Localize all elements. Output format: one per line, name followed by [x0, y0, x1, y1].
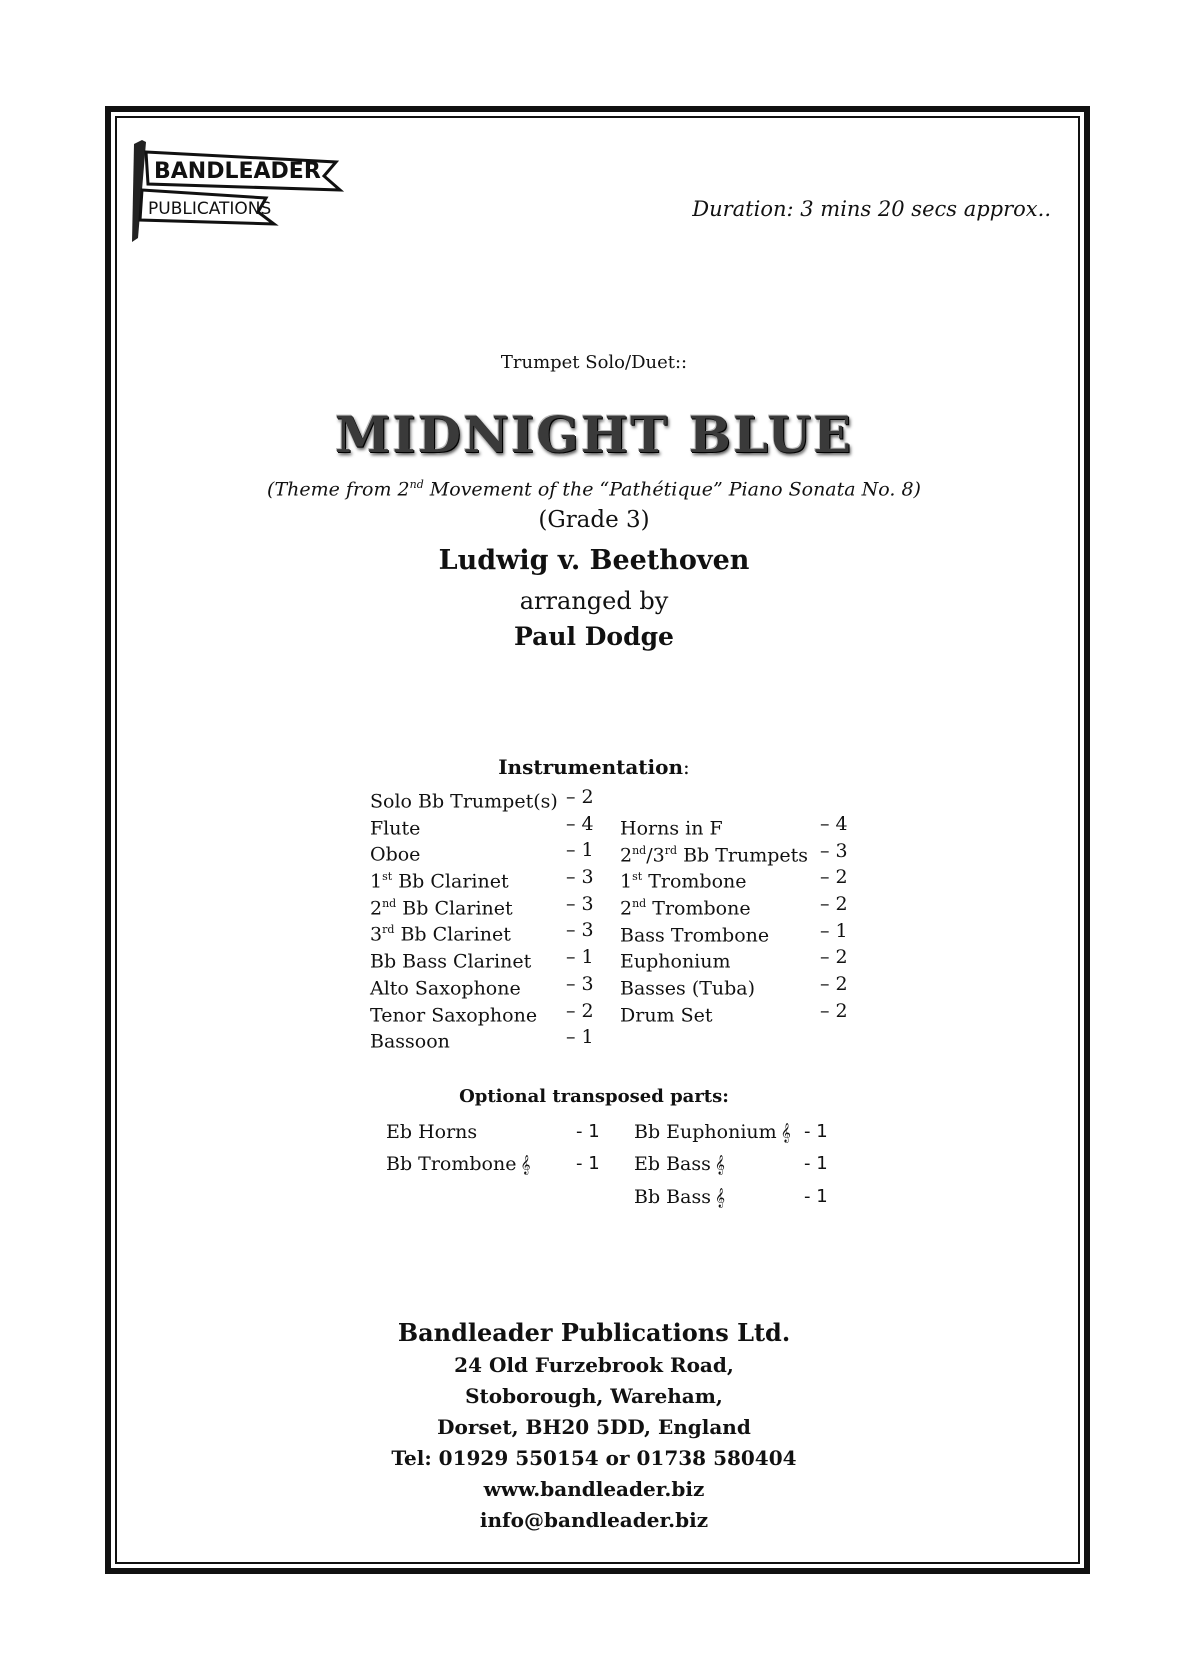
treble-clef-icon: 𝄞 — [520, 1155, 531, 1175]
list-item: 3rd Bb Clarinet – 3 — [370, 919, 594, 946]
address-line: Stoborough, Wareham, — [465, 1384, 723, 1408]
theme-line: (Theme from 2nd Movement of the “Pathétique” Piano Sonata No. 8) — [267, 478, 921, 501]
instrument-list-left — [370, 784, 594, 1053]
address-line: 24 Old Furzebrook Road, — [454, 1353, 734, 1377]
page-title: MIDNIGHT BLUE — [334, 405, 854, 464]
list-item: Bb Euphonium 𝄞 - 1 — [634, 1121, 828, 1143]
list-item: Alto Saxophone – 3 — [370, 972, 594, 1000]
bandleader-logo — [126, 138, 366, 248]
list-item: Flute – 4 — [370, 812, 594, 840]
list-item: Oboe – 1 — [370, 839, 594, 866]
logo-line2: PUBLICATIONS — [148, 199, 272, 219]
logo-line1: BANDLEADER — [154, 159, 321, 184]
publisher-name: Bandleader Publications Ltd. — [397, 1318, 791, 1347]
list-item: Bassoon – 1 — [370, 1026, 594, 1053]
arranger: Paul Dodge — [514, 622, 674, 651]
email-link[interactable]: info@bandleader.biz — [479, 1508, 709, 1532]
grade: (Grade 3) — [538, 507, 650, 533]
list-item: 2nd/3rd Bb Trumpets – 3 — [620, 839, 848, 867]
list-item: 1st Trombone – 2 — [620, 866, 848, 893]
list-item: Bb Bass Clarinet – 1 — [370, 946, 594, 973]
list-item: Tenor Saxophone – 2 — [370, 999, 594, 1026]
list-item: Eb Bass 𝄞 - 1 — [634, 1153, 828, 1175]
list-item: Bb Bass 𝄞 - 1 — [634, 1186, 828, 1208]
list-item: 2nd Trombone – 2 — [620, 893, 848, 920]
treble-clef-icon: 𝄞 — [714, 1155, 725, 1175]
instrument-list-right — [620, 811, 848, 1027]
list-item: Bass Trombone – 1 — [620, 919, 848, 947]
composer: Ludwig v. Beethoven — [438, 545, 750, 576]
address-line: Dorset, BH20 5DD, England — [437, 1415, 751, 1439]
arranged-by: arranged by — [519, 587, 669, 615]
subtitle: Trumpet Solo/Duet:: — [500, 352, 688, 373]
phone-line: Tel: 01929 550154 or 01738 580404 — [391, 1446, 797, 1470]
list-item: Drum Set – 2 — [620, 999, 848, 1027]
list-item: Solo Bb Trumpet(s) – 2 — [370, 786, 594, 813]
list-item: Horns in F – 4 — [620, 813, 848, 840]
list-item: 1st Bb Clarinet – 3 — [370, 866, 594, 893]
list-item: Euphonium – 2 — [620, 946, 848, 973]
list-item: Basses (Tuba) – 2 — [620, 973, 848, 1000]
website-link[interactable]: www.bandleader.biz — [483, 1477, 705, 1501]
list-item: Eb Horns - 1 — [386, 1121, 600, 1143]
optional-parts-heading: Optional transposed parts: — [459, 1086, 729, 1107]
list-item: Bb Trombone 𝄞 - 1 — [386, 1153, 600, 1175]
duration: Duration: 3 mins 20 secs approx.. — [692, 197, 1051, 221]
treble-clef-icon: 𝄞 — [780, 1123, 791, 1143]
list-item: 2nd Bb Clarinet – 3 — [370, 892, 594, 920]
instrumentation-heading: Instrumentation: — [498, 755, 690, 779]
treble-clef-icon: 𝄞 — [714, 1188, 726, 1208]
